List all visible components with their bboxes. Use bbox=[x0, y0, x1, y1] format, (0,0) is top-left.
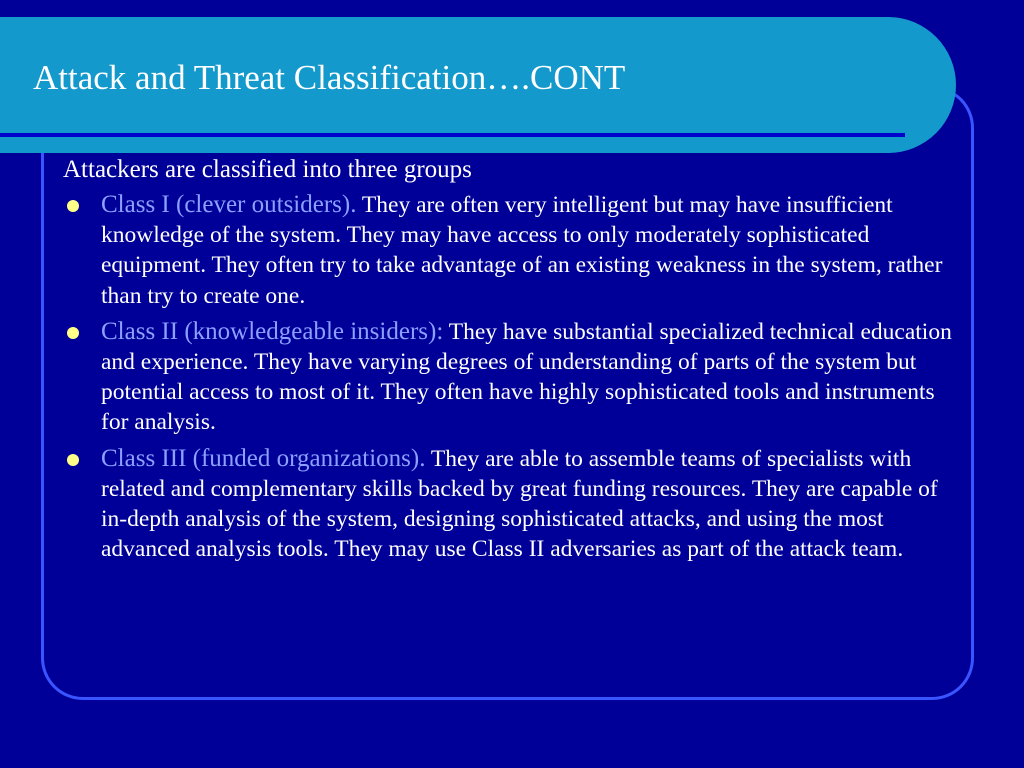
class-2-heading: Class II (knowledgeable insiders): bbox=[101, 317, 444, 345]
bullet-item-class-1 bbox=[63, 190, 953, 311]
class-3-description: They are able to assemble teams of specialists with related and complementary skills backed by great funding resources. They are capable of in-depth analysis of the system, designing sophisticated attacks, and using the most advanced analysis tools. They may use Class II adversaries as part of the attack team. bbox=[101, 445, 938, 563]
class-2-description: They have substantial specialized technical education and experience. They have varying degrees of understanding of parts of the system but potential access to most of it. They often have highly sophisticated tools and instruments for analysis. bbox=[101, 318, 952, 436]
bullet-list bbox=[63, 190, 953, 564]
class-3-heading: Class III (funded organizations). bbox=[101, 444, 426, 472]
bullet-item-class-3 bbox=[63, 444, 953, 565]
slide-body bbox=[63, 155, 953, 570]
bullet-dot-icon bbox=[67, 327, 79, 339]
intro-text: Attackers are classified into three groups bbox=[63, 156, 472, 183]
bullet-dot-icon bbox=[67, 200, 79, 212]
bullet-dot-icon bbox=[67, 454, 79, 466]
bullet-item-class-2 bbox=[63, 317, 953, 438]
class-1-description: They are often very intelligent but may have insufficient knowledge of the system. They may have access to only moderately sophisticated equipment. They often try to take advantage of an existing weakness in the system, rather than try to create one. bbox=[101, 192, 943, 309]
title-underline bbox=[0, 133, 905, 137]
slide-title: Attack and Threat Classification….CONT bbox=[33, 58, 626, 97]
class-1-heading: Class I (clever outsiders). bbox=[101, 191, 357, 218]
